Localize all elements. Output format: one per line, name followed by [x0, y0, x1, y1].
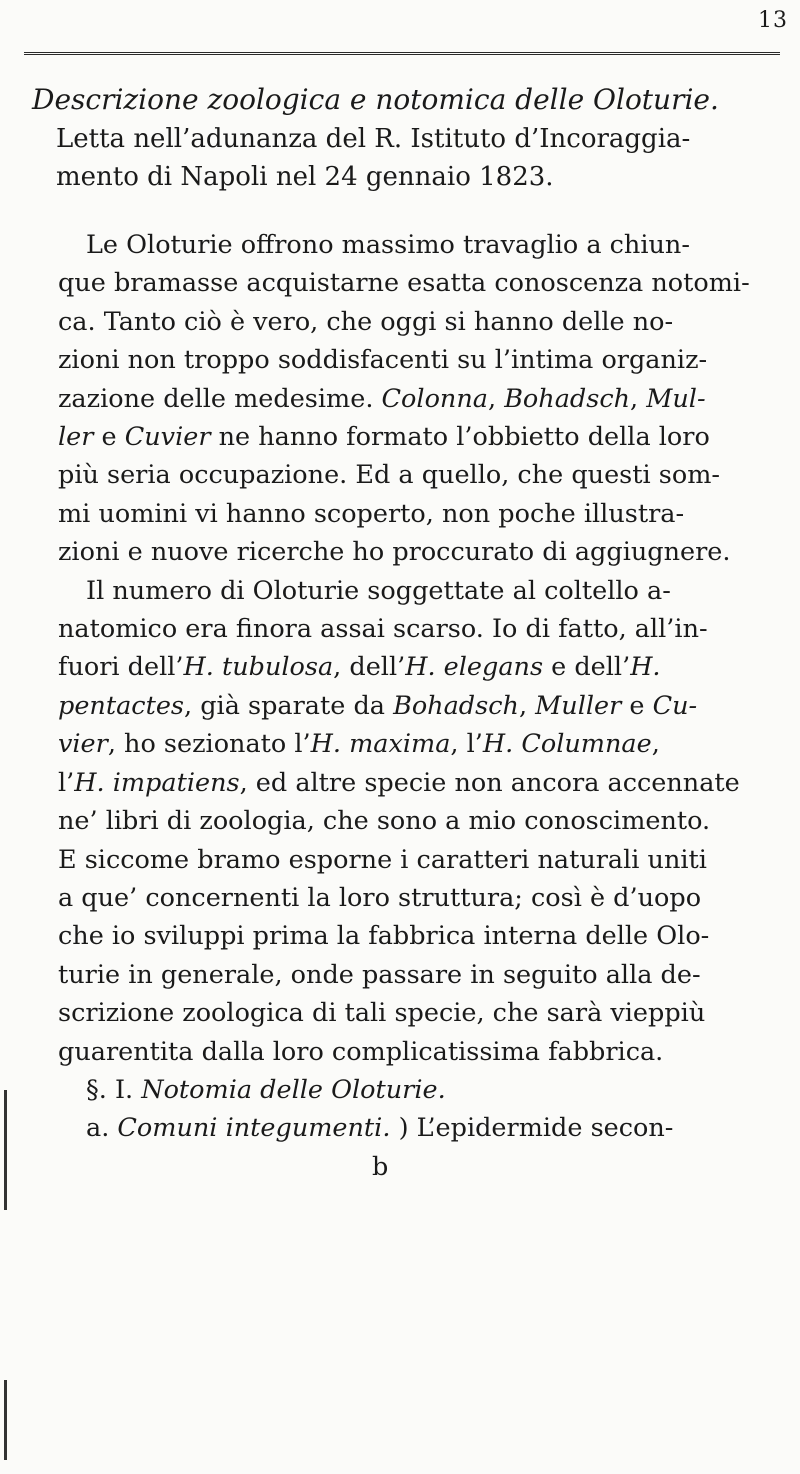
paragraph-1	[58, 226, 778, 572]
text-line: turie in generale, onde passare in seguito alla de-	[58, 959, 701, 990]
text-fragment: zazione delle medesime.	[58, 383, 374, 414]
text-fragment: ,	[518, 690, 536, 721]
page-title: Descrizione zoologica e notomica delle Oloturie.	[32, 83, 719, 116]
text-fragment: e	[621, 690, 653, 721]
text-line: mi uomini vi hanno scoperto, non poche illustra-	[58, 498, 685, 529]
text-fragment: ,	[630, 383, 647, 414]
page-number: 13	[758, 8, 788, 33]
subsection-line	[58, 1109, 778, 1147]
species-name: H. tubulosa	[183, 652, 334, 683]
text-fragment: ,	[487, 383, 497, 414]
text-fragment: ne hanno formato l’obbietto della loro	[210, 422, 710, 453]
text-line	[58, 764, 778, 802]
title-block	[32, 80, 772, 196]
text-fragment: , già sparate da	[184, 690, 394, 721]
text-fragment: , ho sezionato l’	[107, 729, 311, 760]
text-fragment: ,	[651, 729, 660, 760]
text-line	[58, 380, 778, 418]
text-line: a que’ concernenti la loro struttura; così è d’uopo	[58, 882, 702, 913]
species-name: H. maxima	[310, 729, 451, 760]
text-line	[58, 418, 778, 456]
species-name: H. elegans	[405, 652, 544, 683]
text-line: scrizione zoologica di tali specie, che sarà vieppiù	[58, 998, 706, 1029]
text-line	[58, 725, 778, 763]
author-name: vier	[58, 729, 108, 760]
species-name: H.	[630, 652, 661, 683]
text-line	[58, 648, 778, 686]
author-name: Mul-	[646, 383, 706, 414]
text-fragment: e dell’	[543, 652, 631, 683]
text-fragment: e	[93, 422, 125, 453]
text-fragment: , ed altre specie non ancora accennate	[239, 767, 740, 798]
author-name: Cuvier	[124, 422, 211, 453]
text-fragment: , dell’	[333, 652, 406, 683]
author-name: Muller	[535, 690, 622, 721]
text-line: E siccome bramo esporne i caratteri naturali uniti	[58, 844, 707, 875]
author-name: Bohadsch	[393, 690, 519, 721]
paragraph-2	[58, 572, 778, 1071]
text-line: ca. Tanto ciò è vero, che oggi si hanno delle no-	[58, 306, 674, 337]
header-rule	[24, 52, 780, 55]
margin-mark-lower	[4, 1380, 7, 1460]
margin-mark-upper	[4, 1090, 7, 1210]
subtitle-line-1: Letta nell’adunanza del R. Istituto d’Incoraggia-	[56, 124, 691, 154]
text-fragment: , l’	[450, 729, 483, 760]
text-line: più seria occupazione. Ed a quello, che questi som-	[58, 460, 721, 491]
text-line: natomico era finora assai scarso. Io di fatto, all’in-	[58, 614, 708, 645]
author-name: ler	[58, 422, 94, 453]
author-name: Cu-	[652, 690, 698, 721]
subsection-mark: a.	[86, 1113, 110, 1144]
text-line: ne’ libri di zoologia, che sono a mio conoscimento.	[58, 806, 711, 837]
subtitle-line-2: mento di Napoli nel 24 gennaio 1823.	[56, 162, 554, 192]
species-name: pentactes	[58, 690, 184, 721]
text-line: che io sviluppi prima la fabbrica interna delle Olo-	[58, 921, 710, 952]
text-fragment: fuori dell’	[58, 652, 184, 683]
text-line: zioni e nuove ricerche ho proccurato di aggiugnere.	[58, 537, 731, 568]
text-line	[58, 687, 778, 725]
section-title: Notomia delle Oloturie.	[141, 1074, 446, 1105]
species-name: H. Columnae	[482, 729, 652, 760]
signature-mark: b	[372, 1151, 389, 1182]
subsection-title: Comuni integumenti.	[117, 1113, 391, 1144]
author-name: Colonna	[381, 383, 488, 414]
species-name: H. impatiens	[74, 767, 240, 798]
author-name: Bohadsch	[504, 383, 631, 414]
text-line: guarentita dalla loro complicatissima fabbrica.	[58, 1036, 664, 1067]
text-line: Il numero di Oloturie soggettate al coltello a-	[86, 575, 671, 606]
subsection-text: ) L’epidermide secon-	[398, 1113, 674, 1144]
text-line: zioni non troppo soddisfacenti su l’intima organiz-	[58, 345, 708, 376]
section-heading	[58, 1071, 778, 1109]
text-fragment: l’	[58, 767, 75, 798]
section-mark: §. I.	[86, 1074, 134, 1105]
text-line: Le Oloturie offrono massimo travaglio a chiun-	[86, 230, 690, 260]
body-text	[58, 226, 778, 1186]
text-line: que bramasse acquistarne esatta conoscenza notomi-	[58, 268, 750, 299]
